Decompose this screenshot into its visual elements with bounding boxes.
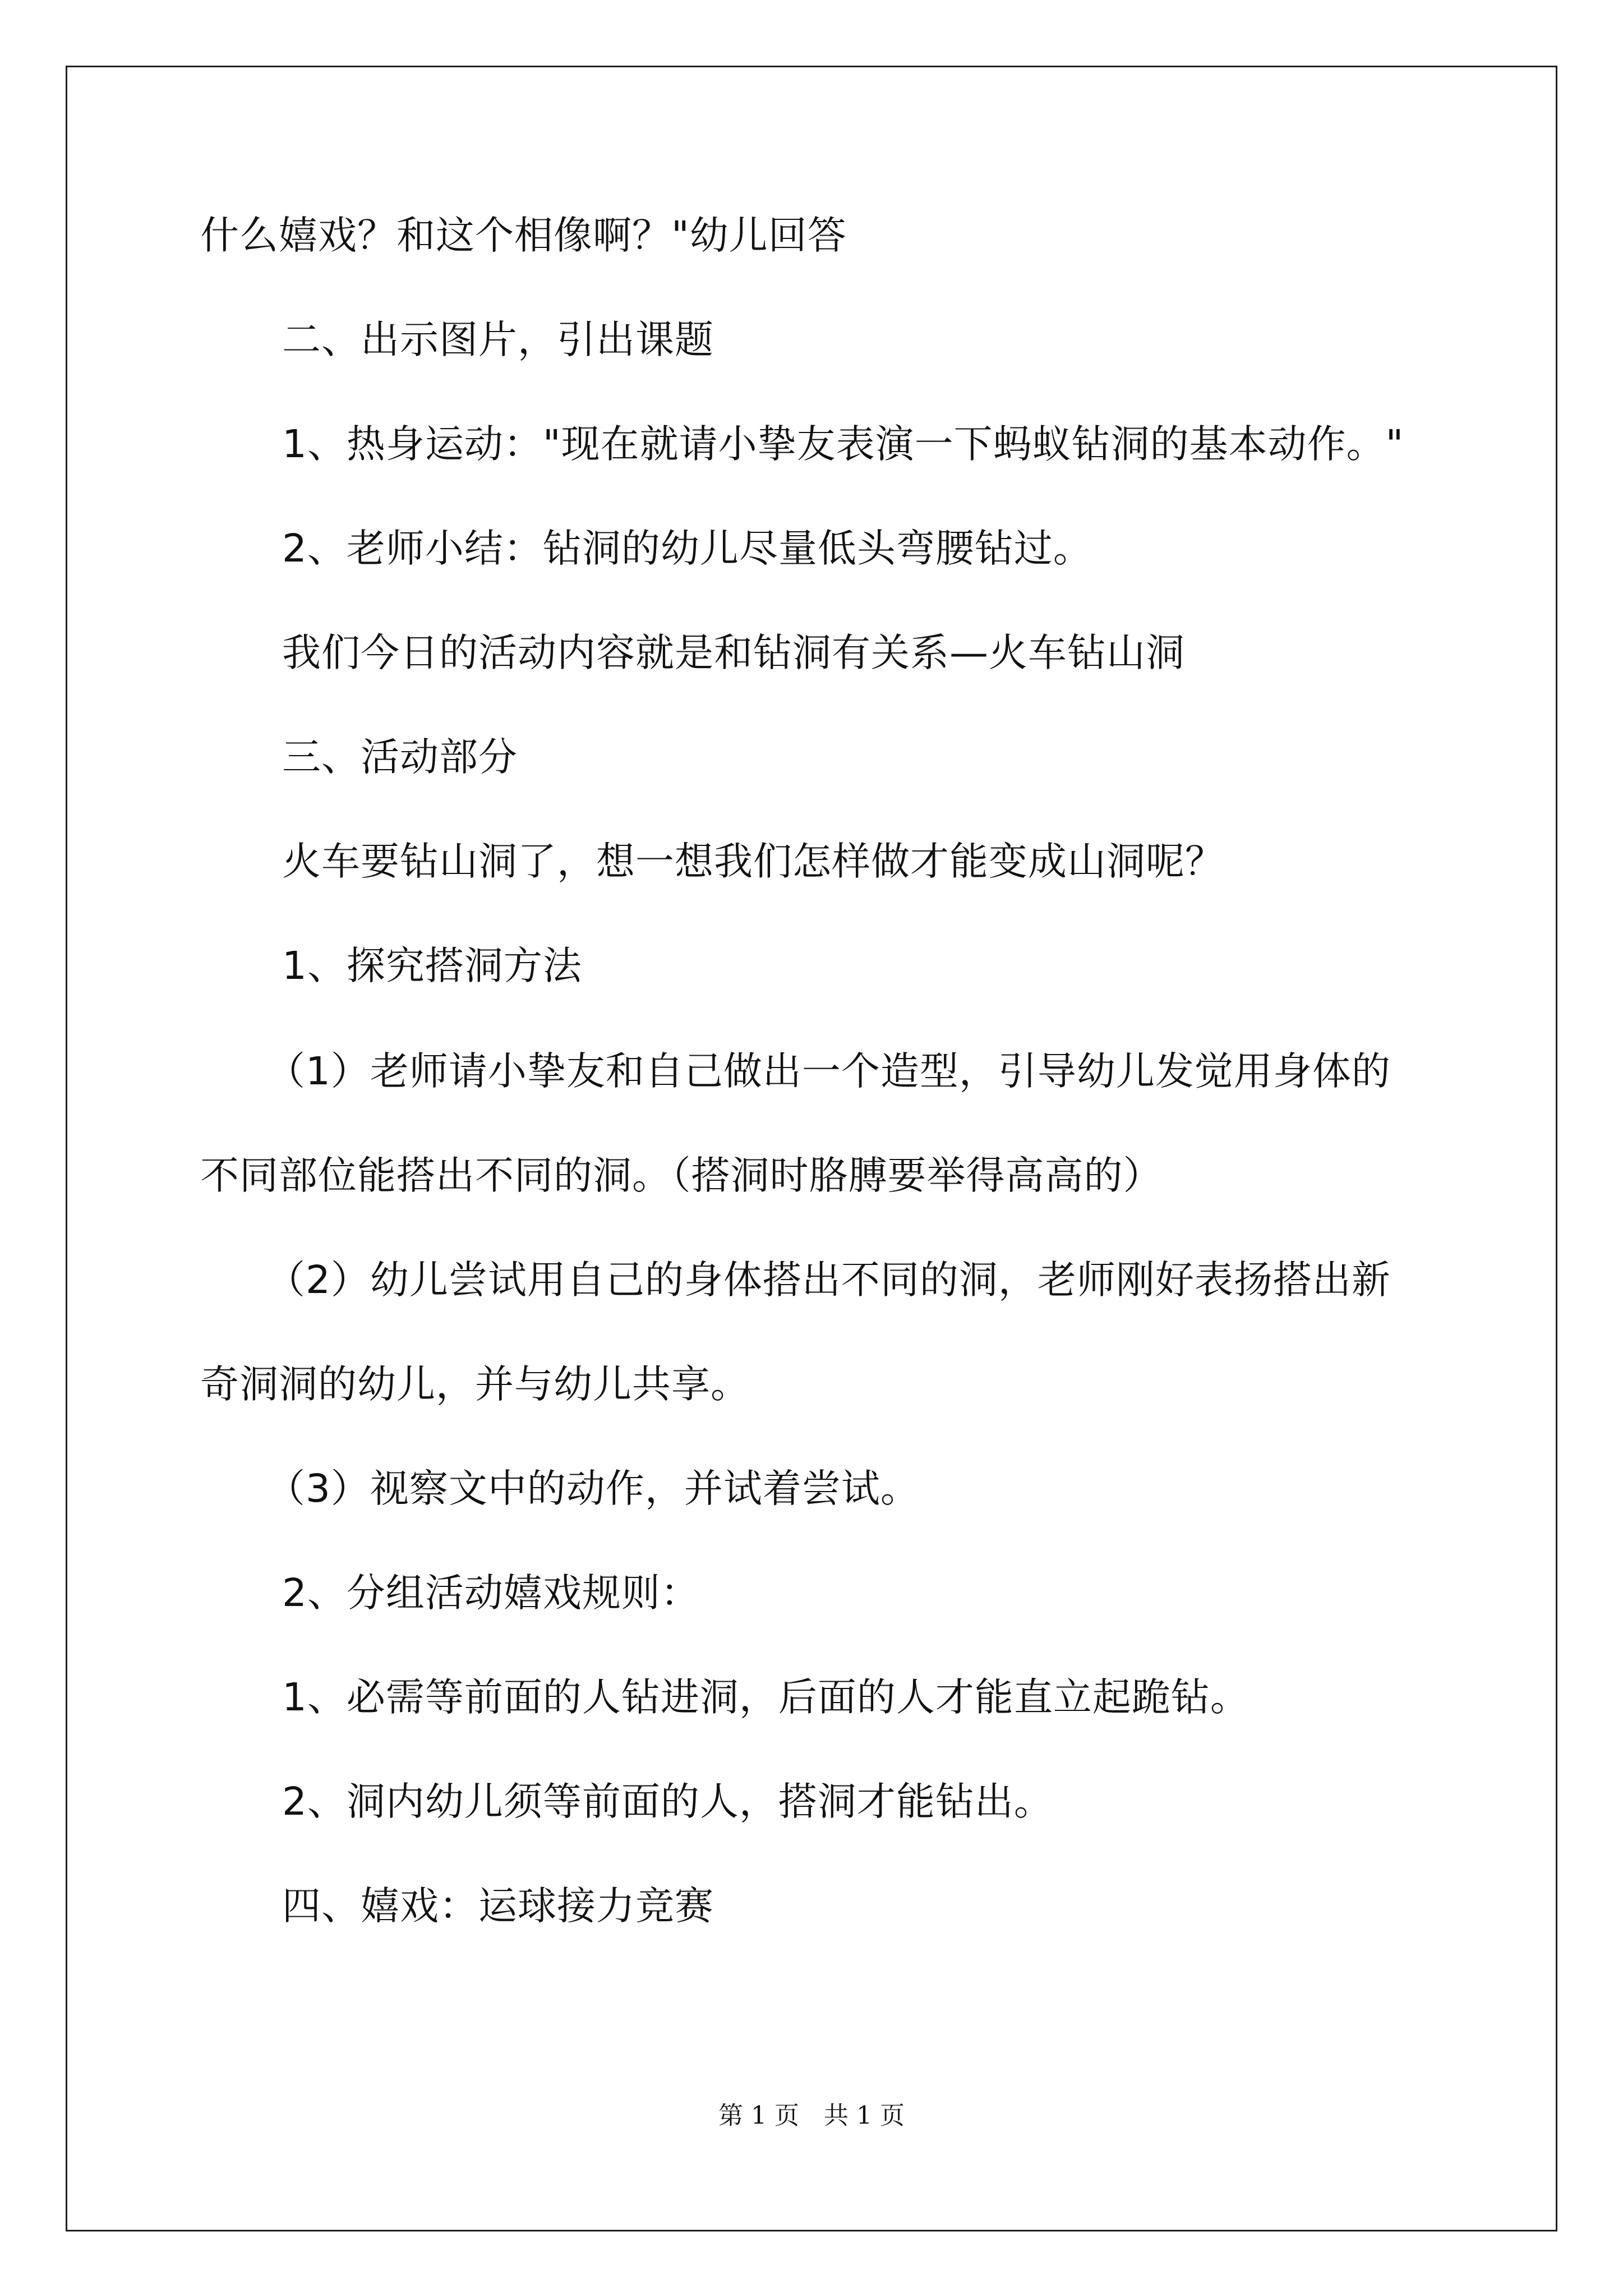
paragraph-line: （2）幼儿尝试用自己的身体搭出不同的洞，老师刚好表扬搭出新 <box>266 1258 1391 1303</box>
section-heading: 三、活动部分 <box>282 735 518 780</box>
paragraph-line: 奇洞洞的幼儿，并与幼儿共享。 <box>200 1362 750 1407</box>
paragraph-line: 火车要钻山洞了，想一想我们怎样做才能变成山洞呢？ <box>282 839 1224 884</box>
paragraph-line: （1）老师请小挚友和自己做出一个造型，引导幼儿发觉用身体的 <box>266 1049 1391 1094</box>
paragraph-line: 2、洞内幼儿须等前面的人，搭洞才能钻出。 <box>282 1779 1053 1824</box>
paragraph-line: （3）视察文中的动作，并试着尝试。 <box>266 1466 920 1511</box>
section-heading: 二、出示图片，引出课题 <box>282 318 714 362</box>
paragraph-line: 1、必需等前面的人钻进洞，后面的人才能直立起跪钻。 <box>282 1675 1249 1720</box>
paragraph-line: 什么嬉戏？和这个相像啊？"幼儿回答 <box>200 213 847 258</box>
paragraph-line: 2、分组活动嬉戏规则： <box>282 1571 700 1616</box>
section-heading: 四、嬉戏：运球接力竞赛 <box>282 1884 714 1929</box>
paragraph-line: 2、老师小结：钻洞的幼儿尽量低头弯腰钻过。 <box>282 526 1092 571</box>
paragraph-line: 1、热身运动："现在就请小挚友表演一下蚂蚁钻洞的基本动作。" <box>282 422 1404 467</box>
paragraph-line: 不同部位能搭出不同的洞。（搭洞时胳膊要举得高高的） <box>200 1153 1163 1198</box>
page-number-footer: 第 1 页 共 1 页 <box>718 2101 905 2130</box>
paragraph-line: 1、探究搭洞方法 <box>282 944 582 988</box>
paragraph-line: 我们今日的活动内容就是和钻洞有关系—火车钻山洞 <box>282 631 1185 675</box>
